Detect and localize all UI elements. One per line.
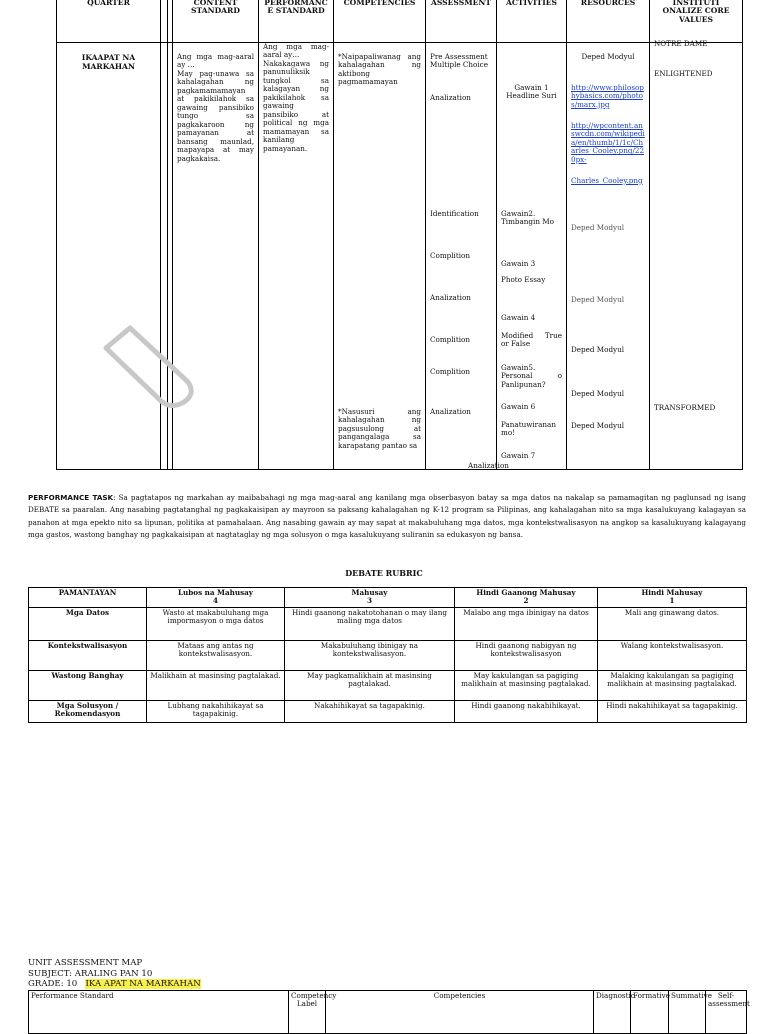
subject-label: SUBJECT: bbox=[28, 968, 73, 979]
unit-assessment-header bbox=[28, 958, 201, 990]
rubric-cell: Nakahihikayat sa tagapakinig. bbox=[285, 700, 455, 722]
quarter-label: IKAAPAT NA MARKAHAN bbox=[81, 53, 136, 71]
core-value-1: NOTRE DAME bbox=[654, 39, 708, 48]
header-assessment: ASSESSMENT bbox=[426, 0, 497, 43]
unit-header-competency-label: Competency Label bbox=[289, 991, 326, 1034]
resource-2: Deped Modyul bbox=[571, 223, 625, 232]
rubric-header-2: Hindi Gaanong Mahusay 2 bbox=[455, 588, 598, 608]
resource-link-marx[interactable]: http://www.philosophybasics.com/photos/marx.jpg bbox=[571, 83, 644, 109]
rubric-header-1: Hindi Mahusay 1 bbox=[598, 588, 747, 608]
rubric-cell: Lubhang nakahihikayat sa tagapakinig. bbox=[147, 700, 285, 722]
activity-1: Gawain 1 Headline Suri bbox=[506, 83, 557, 101]
activity-8: Gawain 6 bbox=[501, 402, 536, 411]
unit-grade-line bbox=[28, 979, 201, 990]
map-header-row bbox=[57, 0, 743, 43]
rubric-criterion: Kontekstwalisasyon bbox=[29, 640, 147, 670]
activities-cell bbox=[497, 43, 567, 470]
activity-7: Gawain5. Personal o Panlipunan? bbox=[501, 363, 562, 389]
activity-6: Modified True or False bbox=[501, 331, 562, 349]
core-value-2: ENLIGHTENED bbox=[654, 69, 713, 78]
activity-2: Gawain2. Timbangin Mo bbox=[501, 209, 554, 227]
activity-9: Panatuwiranan mo! bbox=[501, 420, 556, 438]
rubric-criterion: Wastong Banghay bbox=[29, 670, 147, 700]
core-values-cell bbox=[650, 39, 743, 470]
resources-cell bbox=[567, 43, 650, 470]
activity-10: Gawain 7 bbox=[501, 451, 536, 460]
unit-header-performance-standard: Performance Standard bbox=[29, 991, 289, 1034]
debate-rubric-table bbox=[28, 587, 747, 723]
activity-4: Photo Essay bbox=[501, 275, 546, 284]
rubric-row bbox=[29, 607, 747, 640]
core-value-3: TRANSFORMED bbox=[654, 403, 716, 412]
assessment-1: Pre Assessment Multiple Choice bbox=[430, 52, 488, 70]
rubric-cell: Hindi gaanong nakatotohanan o may ilang maling mga datos bbox=[285, 607, 455, 640]
unit-header-self-assessment: Self-assessment bbox=[706, 991, 747, 1034]
assessment-2: Analization bbox=[430, 93, 471, 102]
unit-title: UNIT ASSESSMENT MAP bbox=[28, 958, 143, 968]
assessment-8: Analization bbox=[430, 407, 471, 416]
rubric-header-row bbox=[29, 588, 747, 608]
unit-subject-line bbox=[28, 969, 201, 980]
rubric-criterion: Mga Datos bbox=[29, 607, 147, 640]
rubric-cell: Walang kontekstwalisasyon. bbox=[598, 640, 747, 670]
unit-header-formative: Formative bbox=[631, 991, 669, 1034]
competencies-cell bbox=[334, 43, 426, 470]
resource-1: Deped Modyul bbox=[581, 52, 635, 61]
rubric-cell: Mataas ang antas ng kontekstwalisasyon. bbox=[147, 640, 285, 670]
resource-6: Deped Modyul bbox=[571, 421, 625, 430]
rubric-row bbox=[29, 700, 747, 722]
grade-highlight: IKA APAT NA MARKAHAN bbox=[85, 979, 201, 989]
assessment-6: Complition bbox=[430, 335, 470, 344]
rubric-criterion: Mga Solusyon / Rekomendasyon bbox=[29, 700, 147, 722]
resource-link-cooley[interactable]: http://wpcontent.answcdn.com/wikipedia/en/thumb/1/1c/Charles_Cooley.png/220px- bbox=[571, 121, 645, 164]
watermark-d-shape bbox=[96, 318, 216, 414]
performance-task-label: PERFORMANCE TASK bbox=[28, 493, 114, 502]
unit-header-competencies: Competencies bbox=[326, 991, 594, 1034]
rubric-cell: Mali ang ginawang datos. bbox=[598, 607, 747, 640]
resource-4: Deped Modyul bbox=[571, 345, 625, 354]
header-performance-standard: PERFORMANC E STANDARD bbox=[259, 0, 334, 43]
rubric-cell: Hindi nakahihikayat sa tagapakinig. bbox=[598, 700, 747, 722]
activity-3: Gawain 3 bbox=[501, 259, 536, 268]
assessment-cell bbox=[426, 43, 509, 470]
header-core-values: INSTITUTI ONALIZE CORE VALUES bbox=[650, 0, 743, 43]
rubric-cell: Makabuluhang ibinigay na kontekstwalisasyon. bbox=[285, 640, 455, 670]
unit-assessment-table bbox=[28, 990, 750, 1034]
activity-5: Gawain 4 bbox=[501, 313, 536, 322]
performance-standard-cell bbox=[259, 43, 334, 470]
subject-value: ARALING PAN 10 bbox=[74, 968, 153, 979]
header-resources: RESOURCES bbox=[567, 0, 650, 43]
assessment-4: Complition bbox=[430, 251, 470, 260]
rubric-title: DEBATE RUBRIC bbox=[345, 568, 423, 578]
header-quarter: QUARTER bbox=[57, 0, 161, 43]
rubric-header-criteria: PAMANTAYAN bbox=[29, 588, 147, 608]
resource-5: Deped Modyul bbox=[571, 389, 625, 398]
header-activities: ACTIVITIES bbox=[497, 0, 567, 43]
competency-1: *Naipapaliwanag ang kahalagahan ng aktibong pagmamamayan bbox=[338, 52, 421, 87]
rubric-row bbox=[29, 640, 747, 670]
content-standard-text: Ang mga mag-aaral ay … May pag-unawa sa kahalagahan ng pagkamamamayan at pakikilahok sa gawaing pansibiko tungo sa pagkakaroon ng pamayanan at bansang maunlad, mapayapa at may pagkakaisa. bbox=[177, 52, 254, 163]
rubric-cell: May pagkamalikhain at masinsing pagtalakad. bbox=[285, 670, 455, 700]
performance-task-paragraph bbox=[28, 492, 746, 542]
performance-task-text: : Sa pagtatapos ng markahan ay maibabahagi ng mga mag-aaral ang kanilang mga obserbasyon batay sa mga datos na nakalap sa pamamagitan ng paglunsad ng isang DEBATE sa paaralan. Ang nasabing pagtatanghal ng pagkakaisipan ay mayroon sa paksang kahalagahan ng K-12 program sa Pilipinas, ang kahalagahan nito sa mga kasalukuyang kalagayan sa panahon at mga epekto nito sa lipunan, politika at pamahalaan. Ang nasabing gawain ay may sapat at makabuluhang mga datos, mga kontekstwalisasyon na angkop sa kasalukuyang kalagayang mga gastos, wastong banghay ng pagkakaisipan at nagtataglay ng mga solusyon o mga kasalukuyang suliranin sa edukasyon ng bansa. bbox=[28, 493, 746, 540]
unit-header-summative: Summative bbox=[669, 991, 706, 1034]
competency-2: *Nasusuri ang kahalagahan ng pagsusulong at pangangalaga sa karapatang pantao sa bbox=[338, 407, 421, 450]
rubric-cell: Malaking kakulangan sa pagiging malikhain at masinsing pagtalakad. bbox=[598, 670, 747, 700]
assessment-5: Analization bbox=[430, 293, 471, 302]
assessment-3: Identification bbox=[430, 209, 479, 218]
assessment-7: Complition bbox=[430, 367, 470, 376]
rubric-cell: Hindi gaanong nakahihikayat. bbox=[455, 700, 598, 722]
rubric-header-4: Lubos na Mahusay 4 bbox=[147, 588, 285, 608]
unit-table-header-row bbox=[29, 991, 747, 1034]
rubric-cell: Hindi gaanong nabigyan ng kontekstwalisasyon bbox=[455, 640, 598, 670]
rubric-header-3: Mahusay 3 bbox=[285, 588, 455, 608]
rubric-row bbox=[29, 670, 747, 700]
unit-header-diagnostic: Diagnostic bbox=[594, 991, 631, 1034]
header-content-standard: CONTENT STANDARD bbox=[173, 0, 259, 43]
resource-3: Deped Modyul bbox=[571, 295, 625, 304]
assessment-9: Analization bbox=[468, 461, 509, 470]
header-blank-1 bbox=[161, 0, 168, 43]
rubric-cell: May kakulangan sa pagiging malikhain at masinsing pagtalakad. bbox=[455, 670, 598, 700]
rubric-cell: Malikhain at masinsing pagtalakad. bbox=[147, 670, 285, 700]
header-competencies: COMPETENCIES bbox=[334, 0, 426, 43]
rubric-cell: Malabo ang mga ibinigay na datos bbox=[455, 607, 598, 640]
grade-label: GRADE: 10 bbox=[28, 979, 78, 989]
resource-link-cooley-file[interactable]: Charles_Cooley.png bbox=[571, 176, 643, 185]
rubric-cell: Wasto at makabuluhang mga impormasyon o mga datos bbox=[147, 607, 285, 640]
performance-standard-text: Ang mga mag-aaral ay… Nakakagawa ng panunuliksik tungkol sa kalagayan ng pakikilahok sa gawaing pansibiko at political ng mga mamamayan sa kanilang pamayanan. bbox=[263, 42, 329, 153]
